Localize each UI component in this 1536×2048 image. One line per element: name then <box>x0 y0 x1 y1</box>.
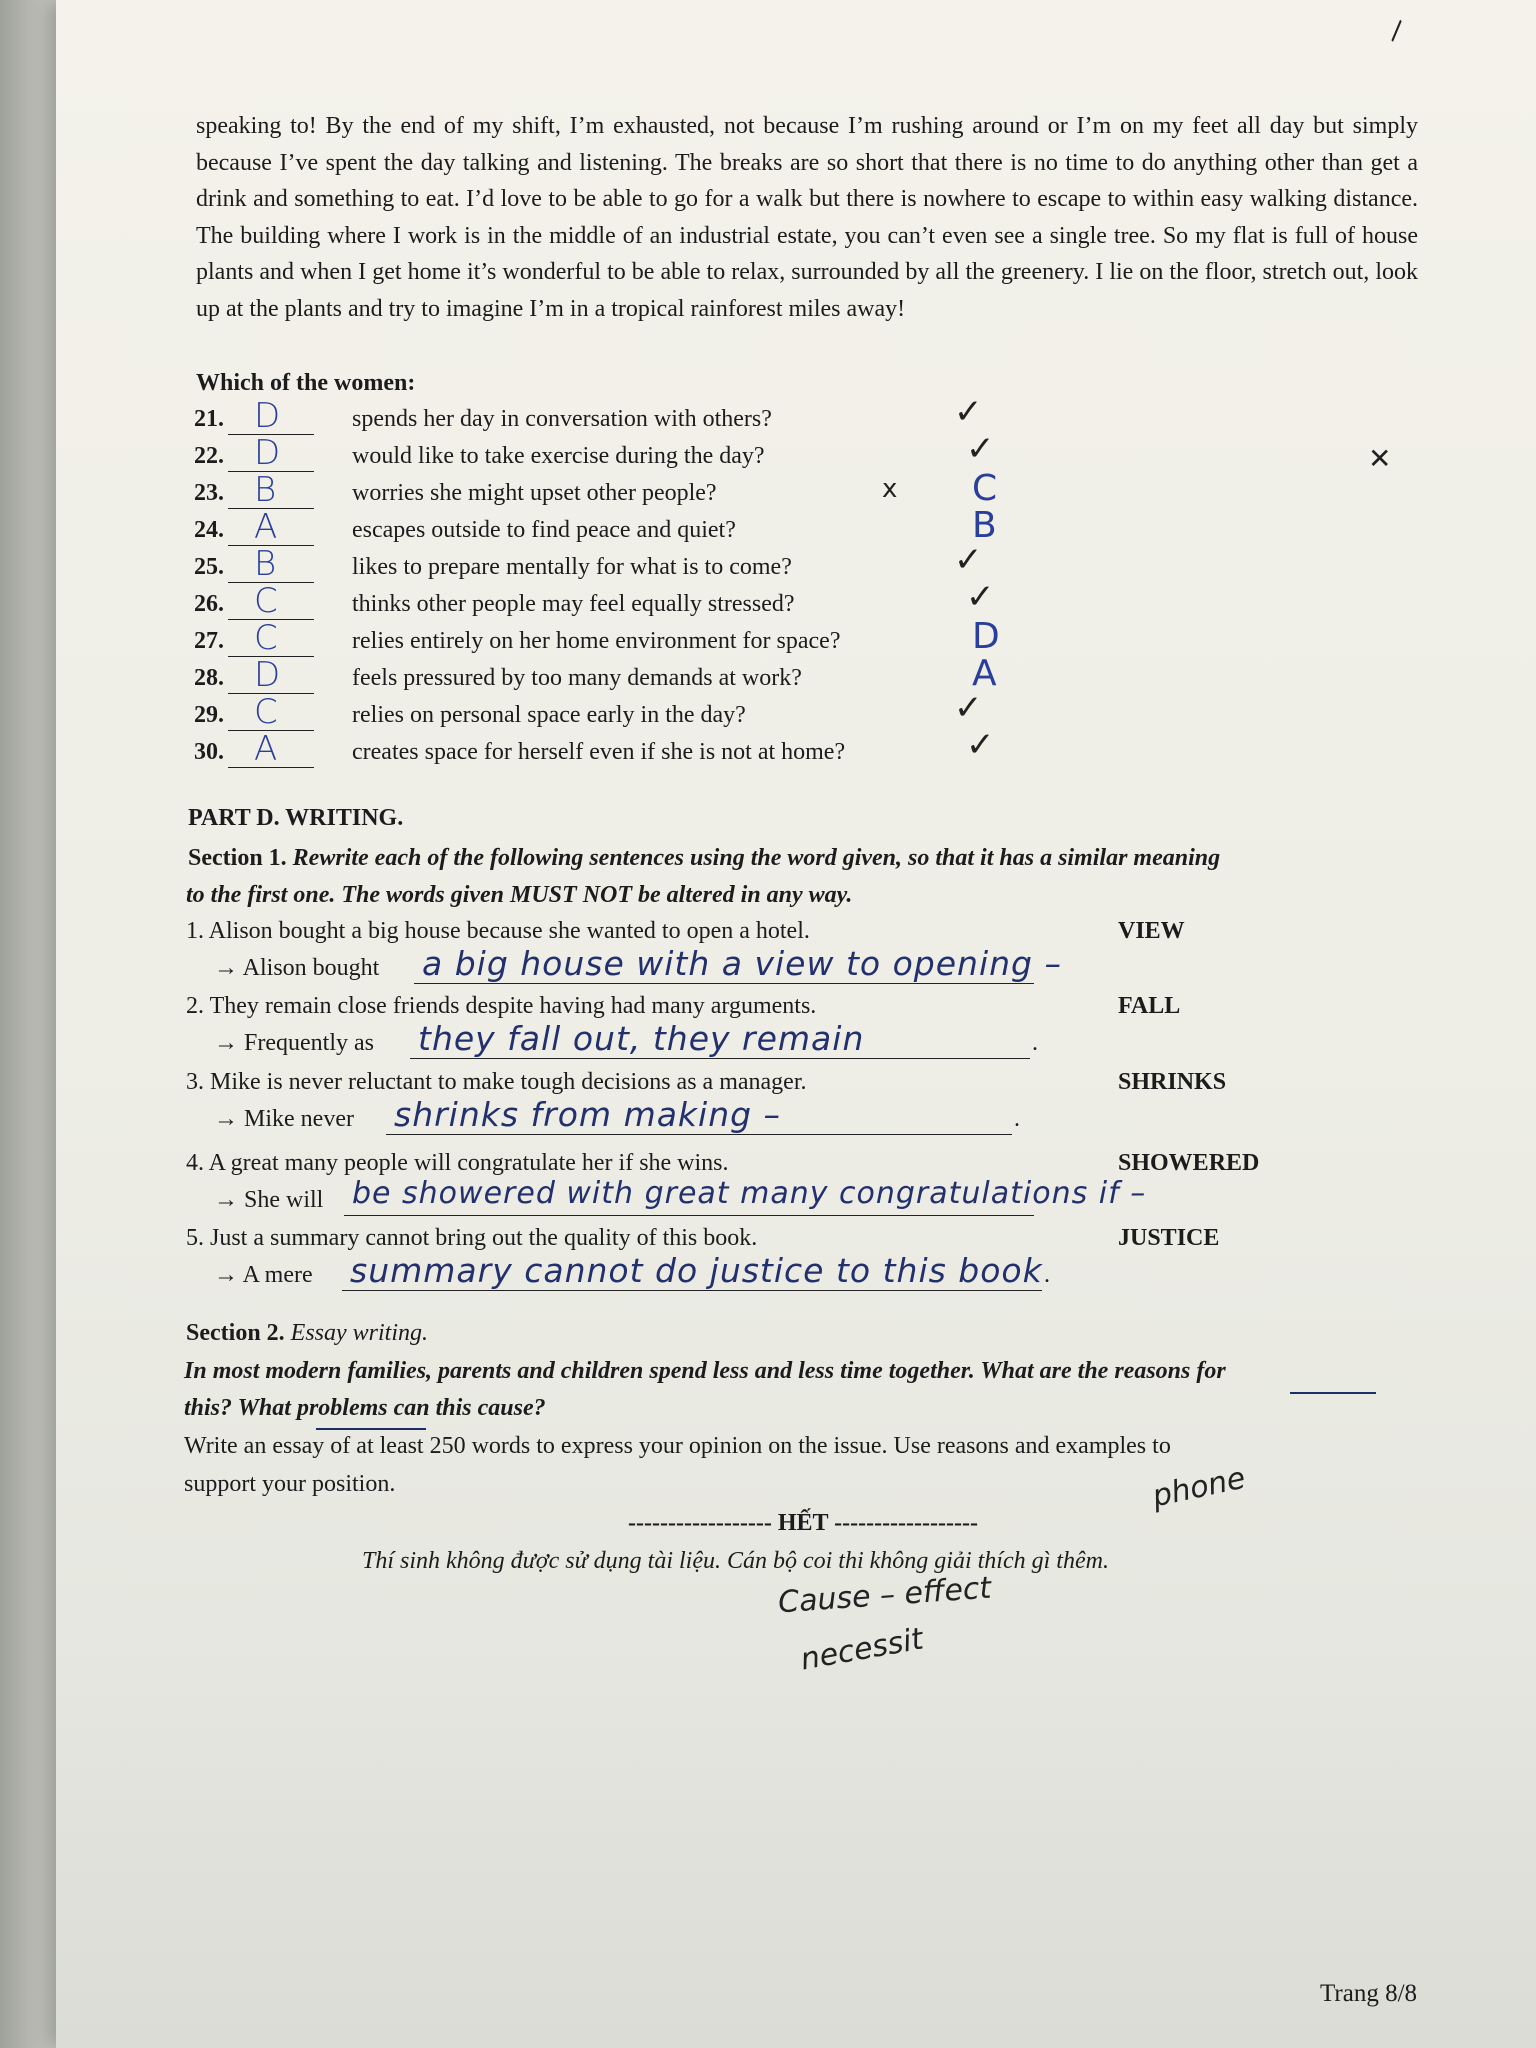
handwritten-answer: D <box>254 655 281 695</box>
rewrite-sentence: 5. Just a summary cannot bring out the quality of this book. <box>186 1225 758 1251</box>
question-number: 27. <box>194 628 224 654</box>
question-number: 25. <box>194 554 224 580</box>
question-number: 28. <box>194 665 224 691</box>
correction-letter: C <box>972 468 998 509</box>
ink-underline-reasons <box>1290 1392 1376 1394</box>
rewrite-prompt: → Frequently as <box>214 1030 374 1056</box>
handwritten-answer: D <box>254 433 281 473</box>
answer-line <box>344 1215 1034 1216</box>
question-number: 26. <box>194 591 224 617</box>
question-row <box>194 725 1194 775</box>
handwritten-rewrite: summary cannot do justice to this book <box>350 1251 1043 1290</box>
handwritten-answer: C <box>254 581 278 621</box>
section1-instruction-2: to the first one. The words given MUST NOT be altered in any way. <box>186 882 853 908</box>
page-number: Trang 8/8 <box>1320 1980 1418 2007</box>
question-row <box>194 616 1194 664</box>
wrong-mark: x <box>882 474 898 504</box>
question-row <box>194 392 1194 442</box>
handwritten-answer: B <box>254 544 277 584</box>
check-mark: ✓ <box>966 429 995 469</box>
correction-letter: B <box>972 505 997 546</box>
section2-heading <box>186 1320 428 1347</box>
sentence-end-period: . <box>1014 1106 1020 1132</box>
rewrite-keyword: FALL <box>1118 993 1181 1019</box>
question-number: 22. <box>194 443 224 469</box>
check-mark: ✓ <box>954 392 983 432</box>
answer-line <box>410 1058 1030 1059</box>
question-text: escapes outside to find peace and quiet? <box>352 517 736 543</box>
handwritten-rewrite: they fall out, they remain <box>418 1019 865 1058</box>
answer-line <box>342 1290 1042 1291</box>
handwritten-answer: C <box>254 692 278 732</box>
handwritten-rewrite: shrinks from making – <box>394 1095 782 1134</box>
question-row <box>194 577 1194 627</box>
rewrite-sentence: 3. Mike is never reluctant to make tough decisions as a manager. <box>186 1069 807 1095</box>
question-number: 21. <box>194 406 224 432</box>
section1-instruction-1: Rewrite each of the following sentences using the word given, so that it has a similar meaning <box>292 845 1221 871</box>
handwritten-rewrite: be showered with great many congratulations if – <box>352 1176 1147 1211</box>
rewrite-keyword: VIEW <box>1118 918 1185 944</box>
stray-pen-mark: \ <box>1383 16 1410 46</box>
question-text: relies entirely on her home environment for space? <box>352 628 841 654</box>
essay-instruction-1: Write an essay of at least 250 words to express your opinion on the issue. Use reasons and examples to <box>184 1433 1171 1459</box>
answer-line <box>386 1134 1012 1135</box>
stray-x-mark: ✕ <box>1368 442 1392 475</box>
handwritten-answer: B <box>254 470 277 510</box>
handwritten-answer: D <box>254 396 281 436</box>
questions-heading: Which of the women: <box>196 370 416 396</box>
footer-note: Thí sinh không được sử dụng tài liệu. Cán bộ coi thi không giải thích gì thêm. <box>362 1548 1109 1574</box>
section2-title: Essay writing. <box>290 1320 429 1346</box>
rewrite-keyword: SHOWERED <box>1118 1150 1260 1176</box>
question-row <box>194 540 1194 590</box>
question-text: thinks other people may feel equally stressed? <box>352 591 795 617</box>
check-mark: ✓ <box>954 688 983 728</box>
question-number: 29. <box>194 702 224 728</box>
sentence-end-period: . <box>1032 1030 1038 1056</box>
question-text: relies on personal space early in the day? <box>352 702 746 728</box>
rewrite-prompt: → She will <box>214 1187 324 1213</box>
handwritten-answer: A <box>254 507 278 547</box>
question-number: 23. <box>194 480 224 506</box>
question-row <box>194 429 1194 479</box>
rewrite-keyword: SHRINKS <box>1118 1069 1227 1095</box>
part-d-title: PART D. WRITING. <box>188 805 404 831</box>
reading-passage <box>196 108 1418 327</box>
handwritten-answer: C <box>254 618 278 658</box>
essay-question-1: In most modern families, parents and children spend less and less time together. What are the reasons for <box>184 1358 1226 1384</box>
end-marker: ------------------ HẾT ------------------ <box>628 1510 978 1536</box>
essay-question-2: this? What problems can this cause? <box>184 1395 546 1421</box>
margin-note-cause-effect: Cause – effect <box>777 1570 993 1621</box>
correction-letter: D <box>972 616 1000 657</box>
question-row <box>194 688 1194 738</box>
check-mark: ✓ <box>954 540 983 580</box>
question-text: feels pressured by too many demands at work? <box>352 665 802 691</box>
sentence-end-period: . <box>1044 1262 1050 1288</box>
rewrite-sentence: 4. A great many people will congratulate her if she wins. <box>186 1150 729 1176</box>
rewrite-sentence: 2. They remain close friends despite having had many arguments. <box>186 993 817 1019</box>
question-text: spends her day in conversation with others? <box>352 406 772 432</box>
check-mark: ✓ <box>966 725 995 765</box>
rewrite-sentence: 1. Alison bought a big house because she wanted to open a hotel. <box>186 918 810 944</box>
question-row <box>194 505 1194 553</box>
rewrite-prompt: → Mike never <box>214 1106 354 1132</box>
margin-note-necessity: necessit <box>797 1621 926 1678</box>
rewrite-prompt: → A mere <box>214 1262 313 1288</box>
question-text: likes to prepare mentally for what is to come? <box>352 554 792 580</box>
check-mark: ✓ <box>966 577 995 617</box>
question-text: would like to take exercise during the day? <box>352 443 765 469</box>
rewrite-prompt: → Alison bought <box>214 955 380 981</box>
essay-instruction-2: support your position. <box>184 1471 396 1497</box>
ink-underline-problems <box>316 1428 426 1430</box>
section1-instruction-line1 <box>188 845 1220 872</box>
section2-label: Section 2. <box>186 1320 285 1346</box>
handwritten-answer: A <box>254 729 278 769</box>
handwritten-rewrite: a big house with a view to opening – <box>422 944 1062 983</box>
margin-note-phone: phone <box>1149 1460 1249 1515</box>
passage-text: speaking to! By the end of my shift, I’m exhausted, not because I’m rushing around or I’m on my feet all day but simply because I’ve spent the day talking and listening. The breaks are so short that there is no time to do anything other than get a drink and something to eat. I’d love to be able to go for a walk but there is nowhere to escape to within easy walking distance. The building where I work is in the middle of an industrial estate, you can’t even see a single tree. So my flat is full of house plants and when I get home it’s wonderful to be able to relax, surrounded by all the greenery. I lie on the floor, stretch out, look up at the plants and try to imagine I’m in a tropical rainforest miles away! <box>196 113 1418 322</box>
answer-line <box>414 983 1034 984</box>
question-number: 24. <box>194 517 224 543</box>
question-text: creates space for herself even if she is not at home? <box>352 739 846 765</box>
question-row <box>194 468 1194 516</box>
correction-letter: A <box>972 653 997 694</box>
page-edge <box>0 0 56 2048</box>
rewrite-keyword: JUSTICE <box>1118 1225 1220 1251</box>
question-row <box>194 653 1194 701</box>
question-text: worries she might upset other people? <box>352 480 717 506</box>
section1-label: Section 1. <box>188 845 287 871</box>
question-number: 30. <box>194 739 224 765</box>
